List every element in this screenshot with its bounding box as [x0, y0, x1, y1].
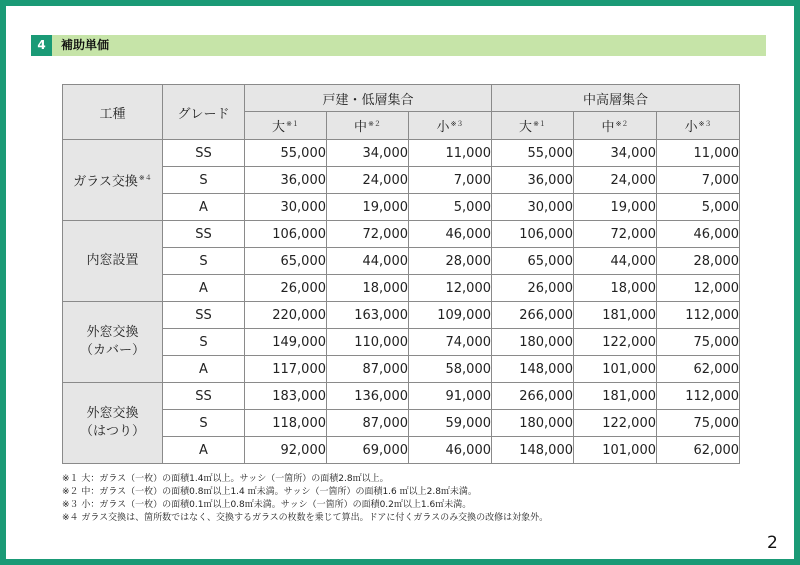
grade-cell: S: [163, 410, 245, 437]
amount-cell: 106,000: [492, 221, 574, 248]
amount-cell: 148,000: [492, 356, 574, 383]
work-type-subname: （カバー）: [79, 343, 145, 358]
footnotes: [62, 473, 548, 525]
amount-cell: 62,000: [657, 356, 740, 383]
amount-cell: 30,000: [245, 194, 327, 221]
amount-cell: 180,000: [492, 410, 574, 437]
grade-cell: SS: [163, 383, 245, 410]
amount-cell: 28,000: [409, 248, 492, 275]
amount-cell: 65,000: [492, 248, 574, 275]
subsidy-rate-table: [62, 84, 740, 464]
amount-cell: 118,000: [245, 410, 327, 437]
amount-cell: 44,000: [327, 248, 409, 275]
amount-cell: 87,000: [327, 410, 409, 437]
amount-cell: 101,000: [574, 356, 657, 383]
grade-cell: S: [163, 248, 245, 275]
amount-cell: 106,000: [245, 221, 327, 248]
work-type-name: 内窓設置: [86, 253, 139, 268]
page-number: 2: [767, 533, 778, 553]
amount-cell: 180,000: [492, 329, 574, 356]
amount-cell: 149,000: [245, 329, 327, 356]
amount-cell: 110,000: [327, 329, 409, 356]
work-type-name: 外窓交換: [86, 325, 139, 340]
amount-cell: 11,000: [409, 140, 492, 167]
table-row: [63, 437, 740, 464]
amount-cell: 69,000: [327, 437, 409, 464]
amount-cell: 92,000: [245, 437, 327, 464]
amount-cell: 112,000: [657, 302, 740, 329]
amount-cell: 136,000: [327, 383, 409, 410]
amount-cell: 24,000: [327, 167, 409, 194]
amount-cell: 30,000: [492, 194, 574, 221]
table-row: [63, 221, 740, 248]
work-type-name: ガラス交換: [73, 174, 138, 190]
amount-cell: 36,000: [245, 167, 327, 194]
amount-cell: 266,000: [492, 383, 574, 410]
grade-cell: SS: [163, 140, 245, 167]
grade-cell: S: [163, 329, 245, 356]
header-mid-high-rise: 中高層集合: [492, 85, 740, 112]
amount-cell: 46,000: [409, 437, 492, 464]
section-number: 4: [31, 35, 52, 56]
amount-cell: 5,000: [409, 194, 492, 221]
amount-cell: 122,000: [574, 329, 657, 356]
header-medium-mid: 中$^{※2}$: [574, 112, 657, 140]
work-type-cell: [63, 221, 163, 302]
grade-cell: SS: [163, 302, 245, 329]
grade-cell: SS: [163, 221, 245, 248]
table-row: [63, 302, 740, 329]
grade-cell: A: [163, 194, 245, 221]
table-row: [63, 383, 740, 410]
table-row: [63, 275, 740, 302]
amount-cell: 117,000: [245, 356, 327, 383]
amount-cell: 181,000: [574, 383, 657, 410]
table-row: [63, 248, 740, 275]
amount-cell: 163,000: [327, 302, 409, 329]
amount-cell: 72,000: [327, 221, 409, 248]
amount-cell: 75,000: [657, 329, 740, 356]
table-row: [63, 140, 740, 167]
amount-cell: 183,000: [245, 383, 327, 410]
work-type-cell: [63, 302, 163, 383]
work-type-name: 外窓交換: [86, 406, 139, 421]
footnote-2: ※２ 中：ガラス（一枚）の面積0.8㎡以上1.4 ㎡未満。サッシ（一箇所）の面積1.6 ㎡以上2.8㎡未満。: [62, 487, 477, 497]
header-detached-low-rise: 戸建・低層集合: [245, 85, 492, 112]
amount-cell: 72,000: [574, 221, 657, 248]
header-large-mid: 大$^{※1}$: [492, 112, 574, 140]
table-row: [63, 167, 740, 194]
work-type-cell: [63, 140, 163, 221]
grade-cell: A: [163, 275, 245, 302]
amount-cell: 26,000: [492, 275, 574, 302]
section-title: 補助単価: [61, 38, 110, 52]
amount-cell: 24,000: [574, 167, 657, 194]
amount-cell: 18,000: [327, 275, 409, 302]
amount-cell: 19,000: [327, 194, 409, 221]
section-header: [31, 35, 766, 56]
amount-cell: 5,000: [657, 194, 740, 221]
header-grade: グレード: [163, 85, 245, 140]
amount-cell: 59,000: [409, 410, 492, 437]
footnote-mark: ※４: [138, 173, 152, 182]
grade-cell: A: [163, 356, 245, 383]
amount-cell: 18,000: [574, 275, 657, 302]
amount-cell: 112,000: [657, 383, 740, 410]
table-row: [63, 194, 740, 221]
footnote-3: ※３ 小：ガラス（一枚）の面積0.1㎡以上0.8㎡未満。サッシ（一箇所）の面積0.2㎡以上1.6㎡未満。: [62, 500, 472, 510]
amount-cell: 122,000: [574, 410, 657, 437]
work-type-subname: （はつり）: [79, 424, 145, 439]
header-large-low: 大$^{※1}$: [245, 112, 327, 140]
amount-cell: 74,000: [409, 329, 492, 356]
amount-cell: 266,000: [492, 302, 574, 329]
amount-cell: 19,000: [574, 194, 657, 221]
table-row: [63, 410, 740, 437]
footnote-1: ※１ 大：ガラス（一枚）の面積1.4㎡以上。サッシ（一箇所）の面積2.8㎡以上。: [62, 474, 389, 484]
amount-cell: 12,000: [409, 275, 492, 302]
table-row: [63, 356, 740, 383]
header-small-mid: 小$^{※3}$: [657, 112, 740, 140]
amount-cell: 34,000: [574, 140, 657, 167]
header-small-low: 小$^{※3}$: [409, 112, 492, 140]
amount-cell: 148,000: [492, 437, 574, 464]
grade-cell: S: [163, 167, 245, 194]
header-work-type: 工種: [63, 85, 163, 140]
amount-cell: 55,000: [245, 140, 327, 167]
amount-cell: 11,000: [657, 140, 740, 167]
amount-cell: 91,000: [409, 383, 492, 410]
amount-cell: 34,000: [327, 140, 409, 167]
amount-cell: 65,000: [245, 248, 327, 275]
header-medium-low: 中$^{※2}$: [327, 112, 409, 140]
amount-cell: 7,000: [409, 167, 492, 194]
work-type-cell: [63, 383, 163, 464]
table-row: [63, 329, 740, 356]
amount-cell: 36,000: [492, 167, 574, 194]
amount-cell: 46,000: [409, 221, 492, 248]
amount-cell: 101,000: [574, 437, 657, 464]
amount-cell: 46,000: [657, 221, 740, 248]
amount-cell: 26,000: [245, 275, 327, 302]
amount-cell: 181,000: [574, 302, 657, 329]
amount-cell: 12,000: [657, 275, 740, 302]
amount-cell: 7,000: [657, 167, 740, 194]
amount-cell: 28,000: [657, 248, 740, 275]
amount-cell: 220,000: [245, 302, 327, 329]
amount-cell: 109,000: [409, 302, 492, 329]
amount-cell: 58,000: [409, 356, 492, 383]
amount-cell: 62,000: [657, 437, 740, 464]
amount-cell: 75,000: [657, 410, 740, 437]
grade-cell: A: [163, 437, 245, 464]
amount-cell: 55,000: [492, 140, 574, 167]
amount-cell: 87,000: [327, 356, 409, 383]
amount-cell: 44,000: [574, 248, 657, 275]
footnote-4: ※４ ガラス交換は、箇所数ではなく、交換するガラスの枚数を乗じて算出。ドアに付くガラスのみ交換の改修は対象外。: [62, 513, 549, 523]
